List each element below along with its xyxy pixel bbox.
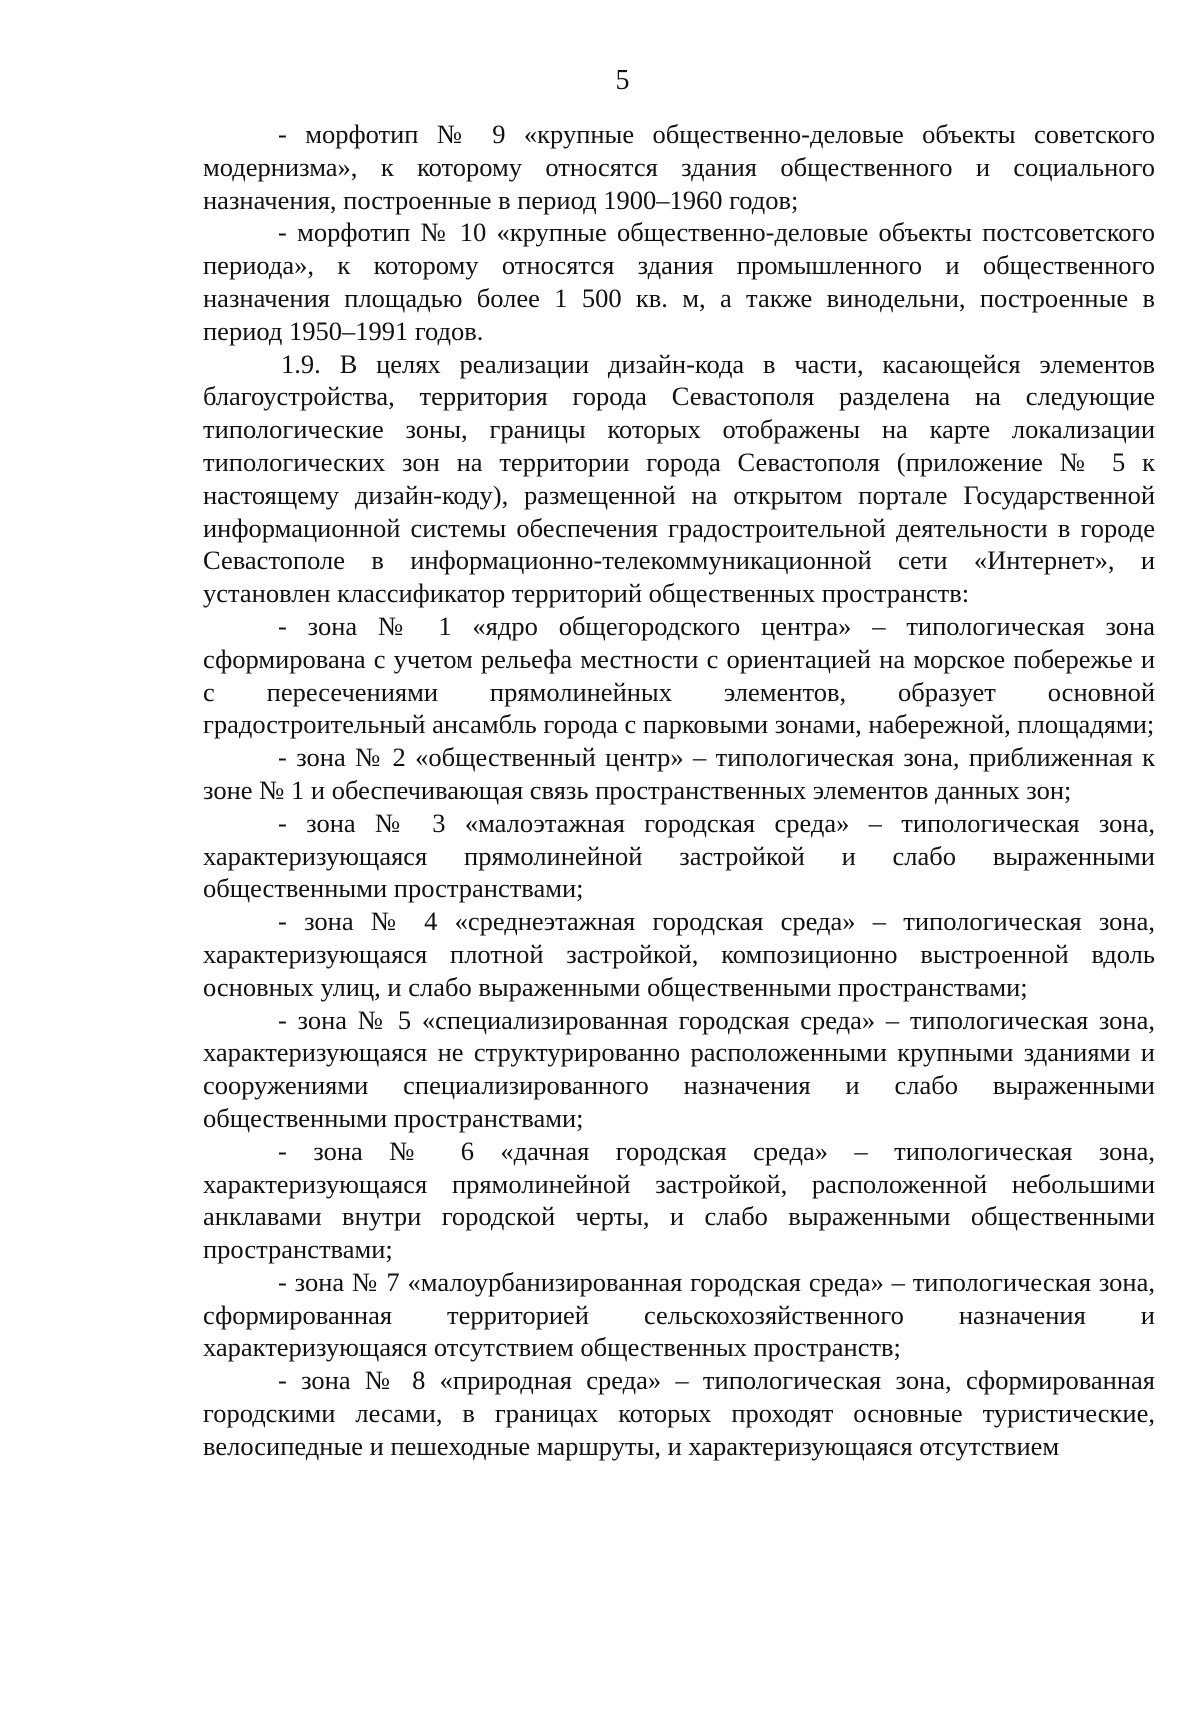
paragraph-morphotype-10: - морфотип № 10 «крупные общественно-деловые объекты постсоветского периода», к которому относятся здания промышленного и общественного назначения площадью более 1 500 кв. м, а также винодельни, построенные в период 1950–1991 годов. bbox=[203, 217, 1155, 346]
paragraph-zone-4: - зона № 4 «среднеэтажная городская среда» – типологическая зона, характеризующаяся плотной застройкой, композиционно выстроенной вдоль основных улиц, и слабо выраженными общественными пространствами; bbox=[203, 906, 1155, 1002]
paragraph-zone-7: - зона № 7 «малоурбанизированная городская среда» – типологическая зона, сформированная территорией сельскохозяйственного назначения и характеризующаяся отсутствием общественных пространств; bbox=[203, 1266, 1155, 1363]
paragraph-zone-5: - зона № 5 «специализированная городская среда» – типологическая зона, характеризующаяся не структурированно расположенными крупными зданиями и сооружениями специализированного назначения и слабо выраженными общественными пространствами; bbox=[203, 1004, 1155, 1133]
page-number: 5 bbox=[615, 65, 630, 96]
paragraph-zone-3: - зона № 3 «малоэтажная городская среда» – типологическая зона, характеризующаяся прямолинейной застройкой и слабо выраженными общественными пространствами; bbox=[203, 807, 1155, 904]
document-body bbox=[203, 118, 1155, 1463]
paragraph-zone-1: - зона № 1 «ядро общегородского центра» – типологическая зона сформирована с учетом рельефа местности с ориентацией на морское побережье и с пересечениями прямолинейных элементов, образует основной градостроительный ансамбль города с парковыми зонами, набережной, площадями; bbox=[203, 610, 1155, 740]
paragraph-zone-8: - зона № 8 «природная среда» – типологическая зона, сформированная городскими лесами, в границах которых проходят основные туристические, велосипедные и пешеходные маршруты, и характеризующаяся отсутствием bbox=[203, 1365, 1155, 1461]
paragraph-section-1-9: 1.9. В целях реализации дизайн-кода в части, касающейся элементов благоустройства, территория города Севастополя разделена на следующие типологические зоны, границы которых отображены на карте локализации типологических зон на территории города Севастополя (приложение № 5 к настоящему дизайн-коду), размещенной на открытом портале Государственной информационной системы обеспечения градостроительной деятельности в городе Севастополе в информационно-телекоммуникационной сети «Интернет», и установлен классификатор территорий общественных пространств: bbox=[203, 348, 1155, 609]
paragraph-zone-6: - зона № 6 «дачная городская среда» – типологическая зона, характеризующаяся прямолинейной застройкой, расположенной небольшими анклавами внутри городской черты, и слабо выраженными общественными пространствами; bbox=[203, 1135, 1155, 1265]
paragraph-zone-2: - зона № 2 «общественный центр» – типологическая зона, приближенная к зоне № 1 и обеспечивающая связь пространственных элементов данных зон; bbox=[203, 742, 1155, 805]
paragraph-morphotype-9: - морфотип № 9 «крупные общественно-деловые объекты советского модернизма», к которому относятся здания общественного и социального назначения, построенные в период 1900–1960 годов; bbox=[203, 119, 1155, 215]
